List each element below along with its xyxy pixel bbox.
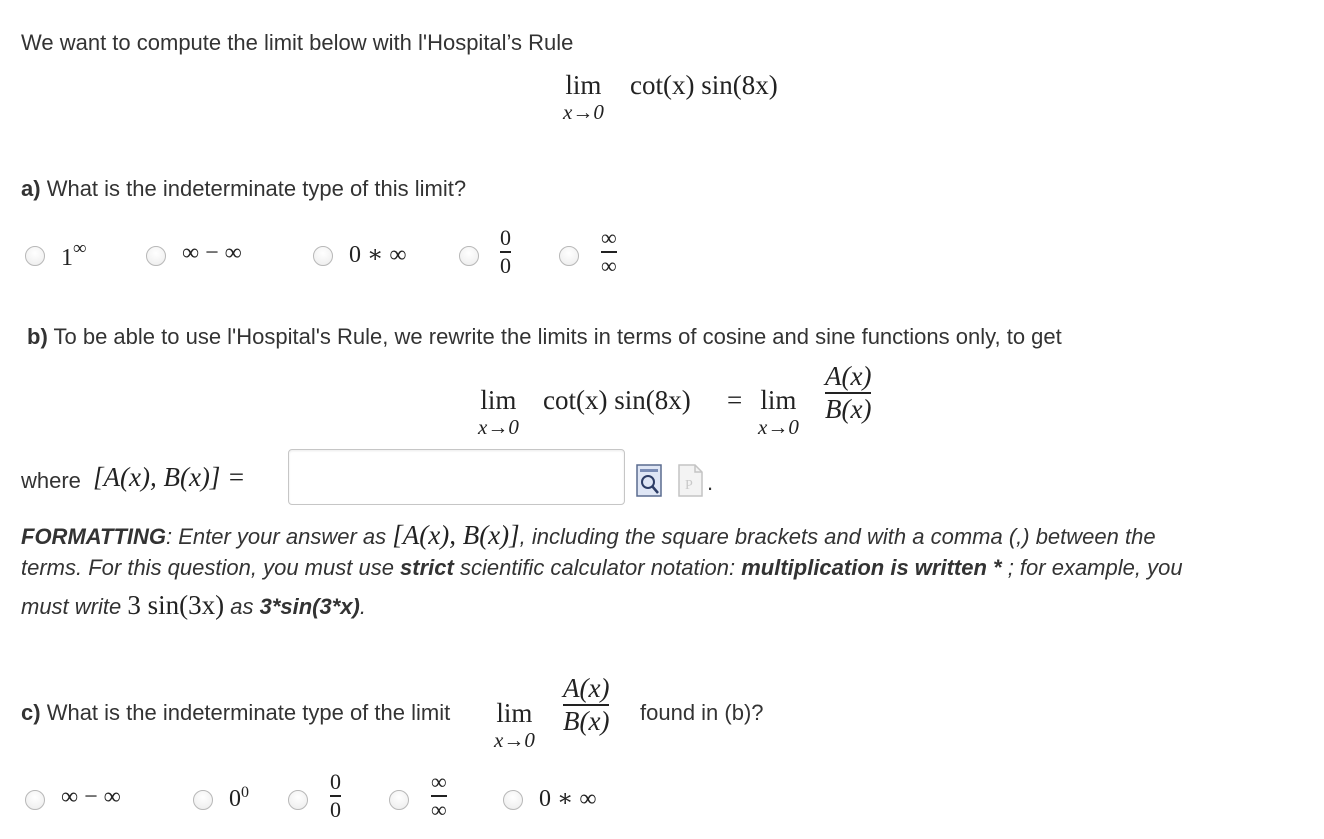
svg-text:P: P [685, 478, 693, 493]
part-c-label: c) [21, 700, 41, 725]
lim-word: lim [760, 385, 797, 415]
part-a-option-4-radio[interactable] [459, 246, 479, 266]
option-base: 0 [229, 786, 241, 812]
part-a-option-5-radio[interactable] [559, 246, 579, 266]
part-c-option-4-label [431, 771, 447, 821]
part-c-question [21, 700, 450, 726]
formatting-line-2 [21, 555, 1183, 581]
fraction-denominator: ∞ [431, 796, 447, 822]
formatting-line-3 [21, 590, 366, 621]
part-c-option-1-label: ∞ − ∞ [61, 784, 121, 810]
formatting-text: ; for example, you [1007, 555, 1183, 580]
equation-editor-icon[interactable] [636, 464, 662, 497]
fraction-denominator: ∞ [601, 252, 617, 278]
option-exponent: 0 [241, 784, 249, 801]
part-b-text [27, 324, 1062, 350]
part-c-option-5-label: 0 ∗ ∞ [539, 786, 597, 812]
formatting-text: . [359, 594, 366, 619]
formatting-text: as [224, 594, 260, 619]
lim-word: lim [565, 70, 602, 100]
option-base: 1 [61, 245, 73, 271]
part-c-fraction [563, 675, 609, 735]
formatting-example-math: 3 sin(3x) [127, 590, 225, 620]
lim-subscript: x→0 [478, 415, 519, 439]
fraction-denominator: B(x) [825, 393, 872, 424]
formatting-example-code: 3*sin(3*x) [259, 594, 360, 619]
part-a-option-1-radio[interactable] [25, 246, 45, 266]
part-a-label: a) [21, 176, 41, 201]
part-c-suffix: found in (b)? [640, 700, 764, 725]
fraction-numerator: 0 [330, 769, 341, 794]
formatting-strict: strict [400, 555, 454, 580]
part-c-option-2-label [229, 784, 249, 813]
main-limit-expression: cot(x) sin(8x) [630, 70, 778, 100]
formatting-text: terms. For this question, you must use [21, 555, 401, 580]
fraction-numerator: A(x) [825, 361, 872, 391]
where-math: [A(x), B(x)] = [93, 462, 246, 492]
fraction-denominator: 0 [330, 796, 341, 822]
fraction-numerator: 0 [500, 225, 511, 250]
formatting-text: , including the square brackets and with a comma (,) between the [519, 524, 1156, 549]
lim-word: lim [480, 385, 517, 415]
formatting-text: : Enter your answer as [166, 524, 393, 549]
formatting-label: FORMATTING [21, 524, 167, 549]
where-label: where [21, 468, 81, 493]
part-a-option-2-radio[interactable] [146, 246, 166, 266]
part-b-rhs-fraction [825, 363, 871, 423]
part-b-lhs-expression: cot(x) sin(8x) [543, 385, 691, 415]
lim-subscript: x→0 [494, 728, 535, 752]
part-c-option-3-label [330, 771, 341, 821]
part-b-lhs-limit [478, 387, 519, 438]
part-b-equals: = [727, 385, 743, 415]
formatting-text: scientific calculator notation: [453, 555, 742, 580]
lim-word: lim [496, 698, 533, 728]
part-a-option-4-label [500, 227, 511, 277]
lim-subscript: x→0 [563, 100, 604, 124]
fraction-numerator: A(x) [563, 673, 610, 703]
part-b-label: b) [27, 324, 48, 349]
fraction-numerator: ∞ [601, 225, 617, 250]
option-exponent: ∞ [73, 238, 87, 259]
part-c-option-5-radio[interactable] [503, 790, 523, 810]
fraction-numerator: ∞ [431, 769, 447, 794]
fraction-denominator: B(x) [563, 705, 610, 736]
part-a-option-3-label: 0 ∗ ∞ [349, 242, 407, 268]
formatting-text: must write [21, 594, 128, 619]
part-c-option-3-radio[interactable] [288, 790, 308, 810]
preview-icon[interactable] [677, 464, 703, 497]
formatting-math: [A(x), B(x)] [392, 520, 520, 550]
part-a-question-text: What is the indeterminate type of this limit? [46, 176, 467, 201]
main-limit-operator [563, 72, 604, 123]
intro-text: We want to compute the limit below with l'Hospital’s Rule [21, 30, 574, 55]
part-a-option-3-radio[interactable] [313, 246, 333, 266]
part-c-question-text: What is the indeterminate type of the limit [46, 700, 451, 725]
part-c-limit [494, 700, 535, 751]
part-c-option-2-radio[interactable] [193, 790, 213, 810]
part-a-option-5-label [601, 227, 617, 277]
fraction-denominator: 0 [500, 252, 511, 278]
part-a-option-1-label [61, 240, 87, 272]
formatting-multiplication: multiplication is written [741, 555, 987, 580]
part-b-body: To be able to use l'Hospital's Rule, we rewrite the limits in terms of cosine and sine functions only, to get [53, 324, 1062, 349]
formatting-line-1 [21, 520, 1156, 551]
part-c-option-4-radio[interactable] [389, 790, 409, 810]
formatting-star: * [986, 555, 1008, 580]
lim-subscript: x→0 [758, 415, 799, 439]
part-a-question [21, 176, 466, 202]
part-c-option-1-radio[interactable] [25, 790, 45, 810]
part-b-rhs-limit [758, 387, 799, 438]
part-a-option-2-label: ∞ − ∞ [182, 240, 242, 266]
trailing-dot: . [707, 470, 714, 495]
answer-input[interactable] [288, 449, 625, 505]
